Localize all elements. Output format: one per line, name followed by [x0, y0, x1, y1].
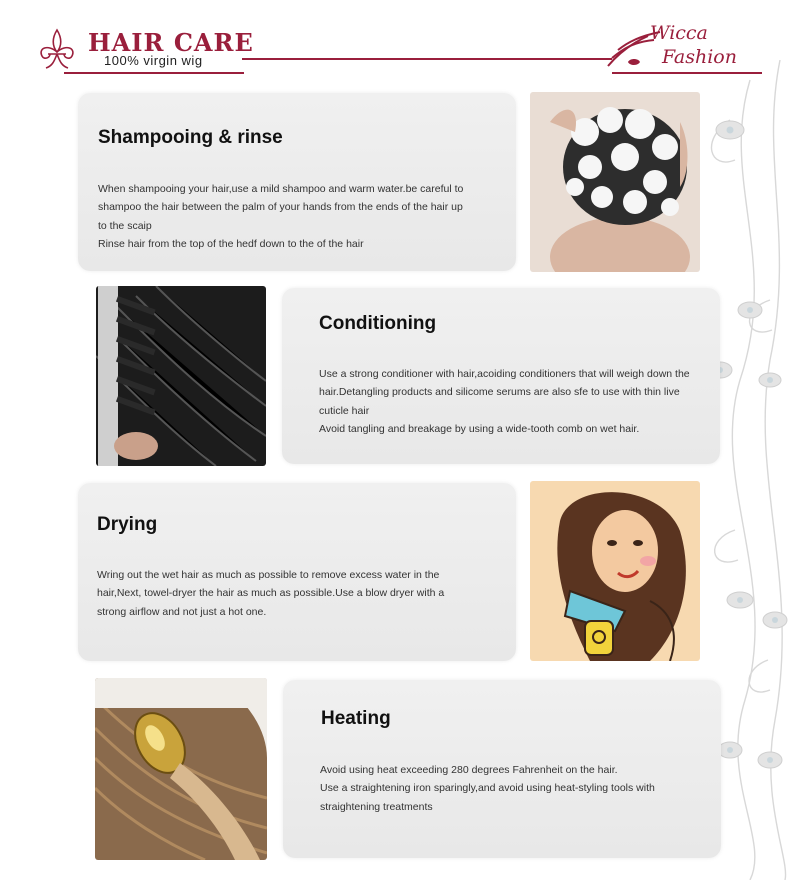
section-body: [320, 761, 715, 816]
page-header: [0, 0, 800, 80]
section-line: hair,Next, towel-dryer the hair as much as possible.Use a blow dryer with a: [97, 587, 445, 600]
section-line: to the scaip: [98, 219, 152, 232]
page-title: HAIR CARE: [88, 28, 254, 57]
section-title: Heating: [321, 708, 391, 729]
section-body: [319, 365, 714, 439]
section-line: Avoid using heat exceeding 280 degrees Fahrenheit on the hair.: [320, 764, 618, 776]
section-body: [98, 180, 508, 254]
section-body: [97, 566, 507, 621]
section-line: When shampooing your hair,use a mild shampoo and warm water.be careful to: [98, 183, 464, 195]
section-line: hair.Detangling products and silicome serums are also sfe to use with thin live: [319, 386, 680, 399]
header-rule-main: [242, 58, 612, 60]
header-rule-right: [612, 72, 762, 74]
section-line: shampoo the hair between the palm of your hands from the ends of the hair up: [98, 201, 463, 214]
header-rule-left: [64, 72, 244, 74]
section-line: Use a straightening iron sparingly,and avoid using heat-styling tools with: [320, 782, 655, 795]
section-line: Wring out the wet hair as much as possible to remove excess water in the: [97, 569, 440, 581]
section-line: cuticle hair: [319, 404, 370, 417]
comb-photo: [96, 286, 266, 466]
brand-name-line1: Wicca: [650, 22, 708, 44]
curling-iron-photo: [95, 678, 267, 860]
section-line: strong airflow and not just a hot one.: [97, 605, 267, 618]
brand-name-line2: Fashion: [662, 46, 737, 68]
section-line: Avoid tangling and breakage by using a wide-tooth comb on wet hair.: [319, 423, 640, 436]
fleur-de-lis-icon: [34, 26, 80, 72]
section-title: Conditioning: [319, 313, 437, 334]
section-title: Drying: [97, 514, 158, 535]
section-line: Use a strong conditioner with hair,acoiding conditioners that will weigh down the: [319, 368, 690, 380]
section-line: Rinse hair from the top of the hedf down to the of the hair: [98, 238, 364, 251]
section-title: Shampooing & rinse: [98, 127, 283, 148]
page-subtitle: 100% virgin wig: [104, 53, 203, 68]
section-line: straightening treatments: [320, 800, 433, 813]
shampoo-photo: [530, 92, 700, 272]
blow-dryer-illustration: [530, 481, 700, 661]
